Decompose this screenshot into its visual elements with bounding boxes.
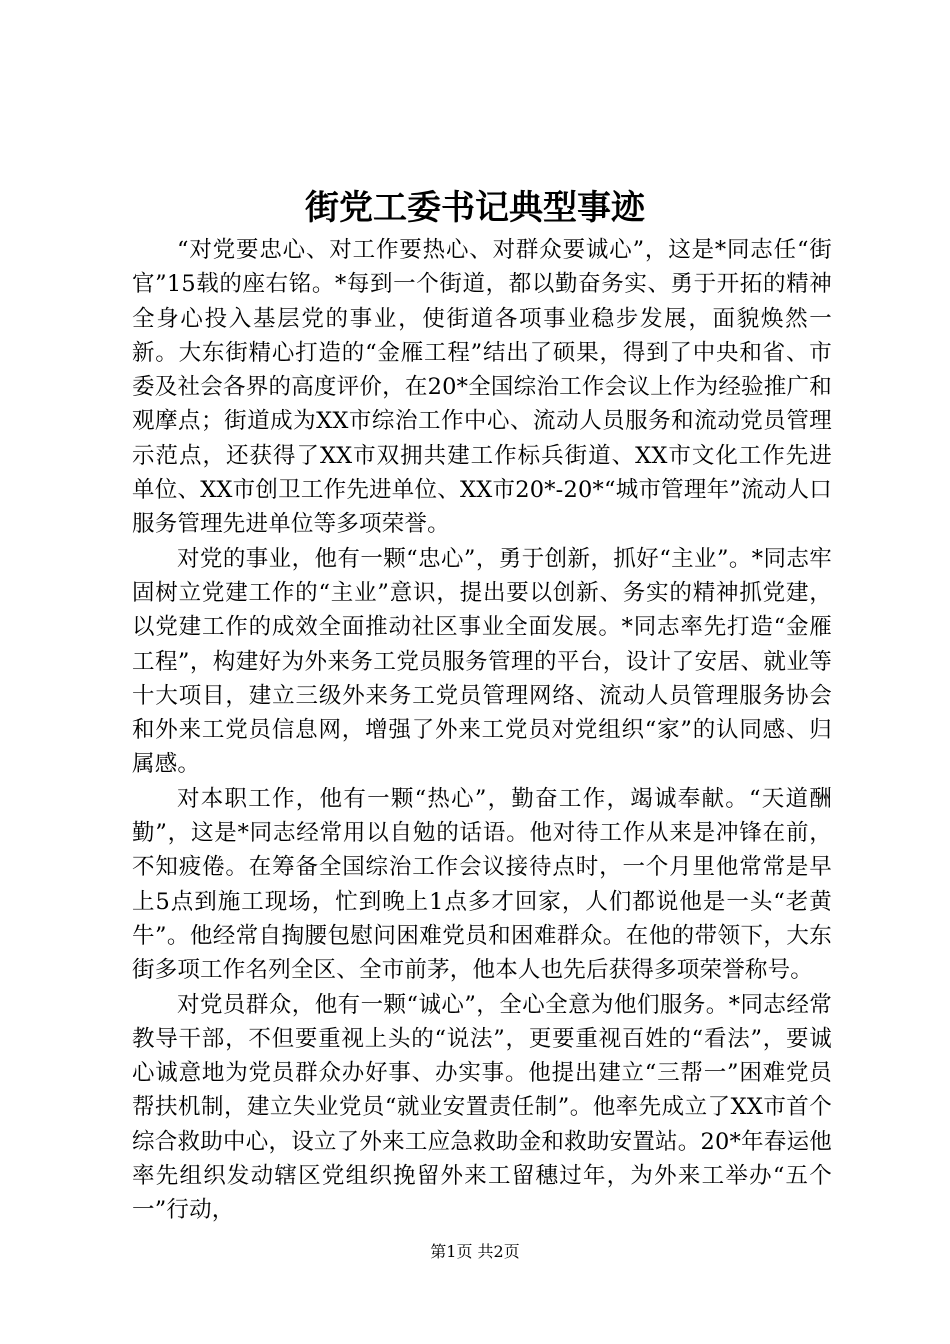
paragraph-2: 对党的事业，他有一颗“忠心”，勇于创新，抓好“主业”。*同志牢固树立党建工作的“主业”意识，提出要以创新、务实的精神抓党建，以党建工作的成效全面推动社区事业全面发展。*同志率先打造“金雁工程”，构建好为外来务工党员服务管理的平台，设计了安居、就业等十大项目，建立三级外来务工党员管理网络、流动人员管理服务协会和外来工党员信息网，增强了外来工党员对党组织“家”的认同感、归属感。 [132, 545, 832, 778]
page-footer: 第1页 共2页 [430, 1242, 520, 1261]
document-title: 街党工委书记典型事迹 [305, 188, 645, 228]
document-body [132, 233, 832, 1228]
paragraph-4: 对党员群众，他有一颗“诚心”，全心全意为他们服务。*同志经常教导干部，不但要重视上头的“说法”，更要重视百姓的“看法”，要诚心诚意地为党员群众办好事、办实事。他提出建立“三帮一”困难党员帮扶机制，建立失业党员“就业安置责任制”。他率先成立了XX市首个综合救助中心，设立了外来工应急救助金和救助安置站。20*年春运他率先组织发动辖区党组织挽留外来工留穗过年，为外来工举办“五个一”行动， [132, 991, 832, 1224]
paragraph-1: “对党要忠心、对工作要热心、对群众要诚心”，这是*同志任“街官”15载的座右铭。*每到一个街道，都以勤奋务实、勇于开拓的精神全身心投入基层党的事业，使街道各项事业稳步发展，面貌焕然一新。大东街精心打造的“金雁工程”结出了硕果，得到了中央和省、市委及社会各界的高度评价，在20*全国综治工作会议上作为经验推广和观摩点；街道成为XX市综治工作中心、流动人员服务和流动党员管理示范点，还获得了XX市双拥共建工作标兵街道、XX市文化工作先进单位、XX市创卫工作先进单位、XX市20*-20*“城市管理年”流动人口服务管理先进单位等多项荣誉。 [132, 237, 832, 538]
paragraph-3: 对本职工作，他有一颗“热心”，勤奋工作，竭诚奉献。“天道酬勤”，这是*同志经常用以自勉的话语。他对待工作从来是冲锋在前，不知疲倦。在筹备全国综治工作会议接待点时，一个月里他常常是早上5点到施工现场，忙到晚上1点多才回家，人们都说他是一头“老黄牛”。他经常自掏腰包慰问困难党员和困难群众。在他的带领下，大东街多项工作名列全区、全市前茅，他本人也先后获得多项荣誉称号。 [132, 785, 832, 984]
